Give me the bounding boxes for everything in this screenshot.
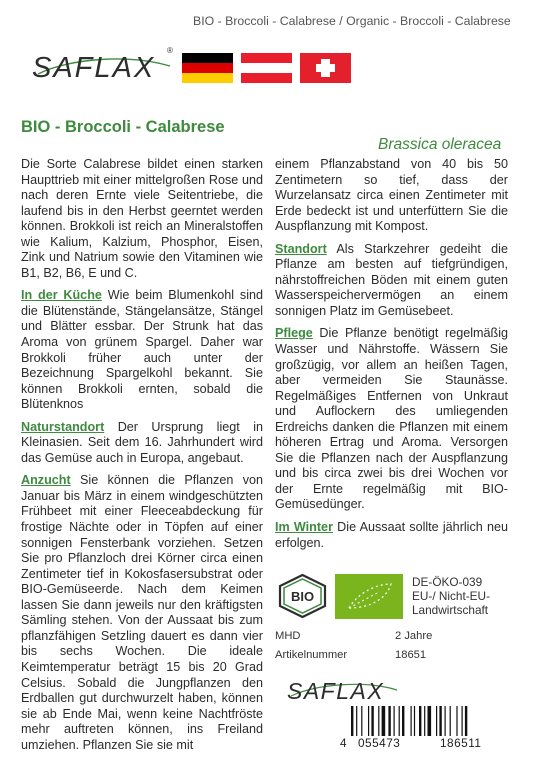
section-heading: Naturstandort — [21, 419, 105, 434]
certification-text — [412, 575, 490, 617]
austria-flag — [241, 53, 292, 83]
section-heading: Im Winter — [275, 520, 333, 535]
section-heading: In der Küche — [21, 288, 102, 303]
header-topline: BIO - Broccoli - Calabrese / Organic - Broccoli - Calabrese — [193, 14, 511, 28]
right-column — [275, 157, 508, 558]
article-value: 18651 — [395, 649, 427, 661]
barcode-icon — [349, 706, 514, 738]
section-text: Sie können die Pflanzen von Januar bis März in einem windgeschützten Frühbeet mit einer Fleeceabdeckung für frostige Nächte oder in Töpfen auf einer sonnigen Fensterbank vorziehen. Setzen Sie pro Pflanzloch drei Körner circa einen Zentimeter tief in Kokosfasersubstrat oder BIO-Gemüseerde. Nach dem Keimen lassen Sie dann jeweils nur den kräftigsten Sämling stehen. Von der Aussaat bis zum pflanzfähigen Setzling dauert es dann vier bis sechs Wochen. Die ideale Keimtemperatur beträgt 15 bis 20 Grad Celsius. Sobald die Jungpflanzen den Erdballen gut durchwurzelt haben, können sie ab Ende Mai, wenn keine Nachtfröste mehr auftreten können, ins Freiland umziehen. Pflanzen Sie sie mit — [21, 473, 264, 752]
section-kueche — [21, 288, 263, 412]
left-column — [21, 157, 263, 760]
section-text: Als Starkzehrer gedeiht die Pflanze am besten auf tiefgründigen, nährstoffreichen Böden mit einem guten Wasserspeichervermögen an einem sonnigen Platz im Gemüsebeet. — [275, 241, 508, 318]
cert-code: DE-ÖKO-039 — [412, 575, 483, 589]
barcode-left-digits: 055473 — [358, 736, 401, 750]
intro-text: Die Sorte Calabrese bildet einen starken Haupttrieb mit einer mittelgroßen Rose und nach deren Ernte viele Seitentriebe, die laufend bis in den Herbst geerntet werden können. Brokkoli ist reich an Mineralstoffen wie Kalium, Kalzium, Phosphor, Eisen, Zink und Natrium sowie den Vitaminen wie B1, B2, B6, E und C. — [21, 157, 263, 280]
section-heading: Pflege — [275, 326, 313, 341]
svg-text:BIO: BIO — [290, 589, 315, 604]
section-winter — [275, 520, 508, 551]
section-text: Der Ursprung liegt in Kleinasien. Seit dem 16. Jahrhundert wird das Gemüse auch in Europa, angebaut. — [21, 419, 263, 465]
mhd-value: 2 Jahre — [395, 630, 433, 642]
eu-organic-leaf-icon — [335, 574, 403, 619]
latin-name: Brassica oleracea — [378, 136, 502, 153]
switzerland-flag — [300, 53, 351, 83]
cert-origin-2: Landwirtschaft — [412, 603, 489, 617]
continuation-text: einem Pflanzabstand von 40 bis 50 Zentimetern so tief, dass der Wurzelansatz circa einen Zentimeter mit Erde bedeckt ist und unterfüttern Sie die Auspflanzung mit Kompost. — [275, 157, 508, 234]
section-standort — [275, 242, 508, 320]
svg-text:SAFLAX: SAFLAX — [287, 678, 385, 704]
bio-seal-icon — [277, 573, 328, 619]
section-naturstandort — [21, 420, 263, 467]
barcode-right-digits: 186511 — [440, 736, 482, 750]
saflax-logo — [30, 44, 176, 84]
section-text: Die Aussaat sollte jährlich neu erfolgen. — [275, 520, 508, 550]
svg-text:®: ® — [167, 46, 173, 55]
cert-origin-1: EU-/ Nicht-EU- — [412, 589, 490, 603]
section-heading: Anzucht — [21, 473, 71, 488]
svg-text:SAFLAX: SAFLAX — [32, 52, 156, 84]
mhd-label: MHD — [275, 630, 301, 642]
germany-flag — [182, 53, 233, 83]
section-text: Die Pflanze benötigt regelmäßig Wasser und Nährstoffe. Wässern Sie großzügig, vor allem an heißen Tagen, aber vermeiden Sie Staunässe. Regelmäßiges Entfernen von Unkraut und Auflockern des umliegenden Erdreichs danken die Pflanzen mit einem höheren Ertrag und Aroma. Versorgen Sie die Pflanzen nach der Auspflanzung und bis circa zwei bis drei Wochen vor der Ernte regelmäßig mit BIO-Gemüsedünger. — [275, 326, 508, 512]
barcode-first-digit: 4 — [340, 736, 348, 750]
product-title: BIO - Broccoli - Calabrese — [21, 118, 225, 136]
section-heading: Standort — [275, 241, 327, 256]
section-pflege — [275, 326, 508, 513]
article-label: Artikelnummer — [275, 649, 348, 661]
saflax-footer-logo — [285, 672, 402, 704]
section-anzucht — [21, 473, 263, 753]
section-text: Wie beim Blumenkohl sind die Blütenstände, Stängelansätze, Stängel und Blätter essbar. Der Strunk hat das Aroma von grünem Spargel. Daher war Brokkoli früher auch unter der Bezeichnung Spargelkohl bekannt. Sie können Brokkoli ernten, sobald die Blütenknos — [21, 288, 264, 412]
